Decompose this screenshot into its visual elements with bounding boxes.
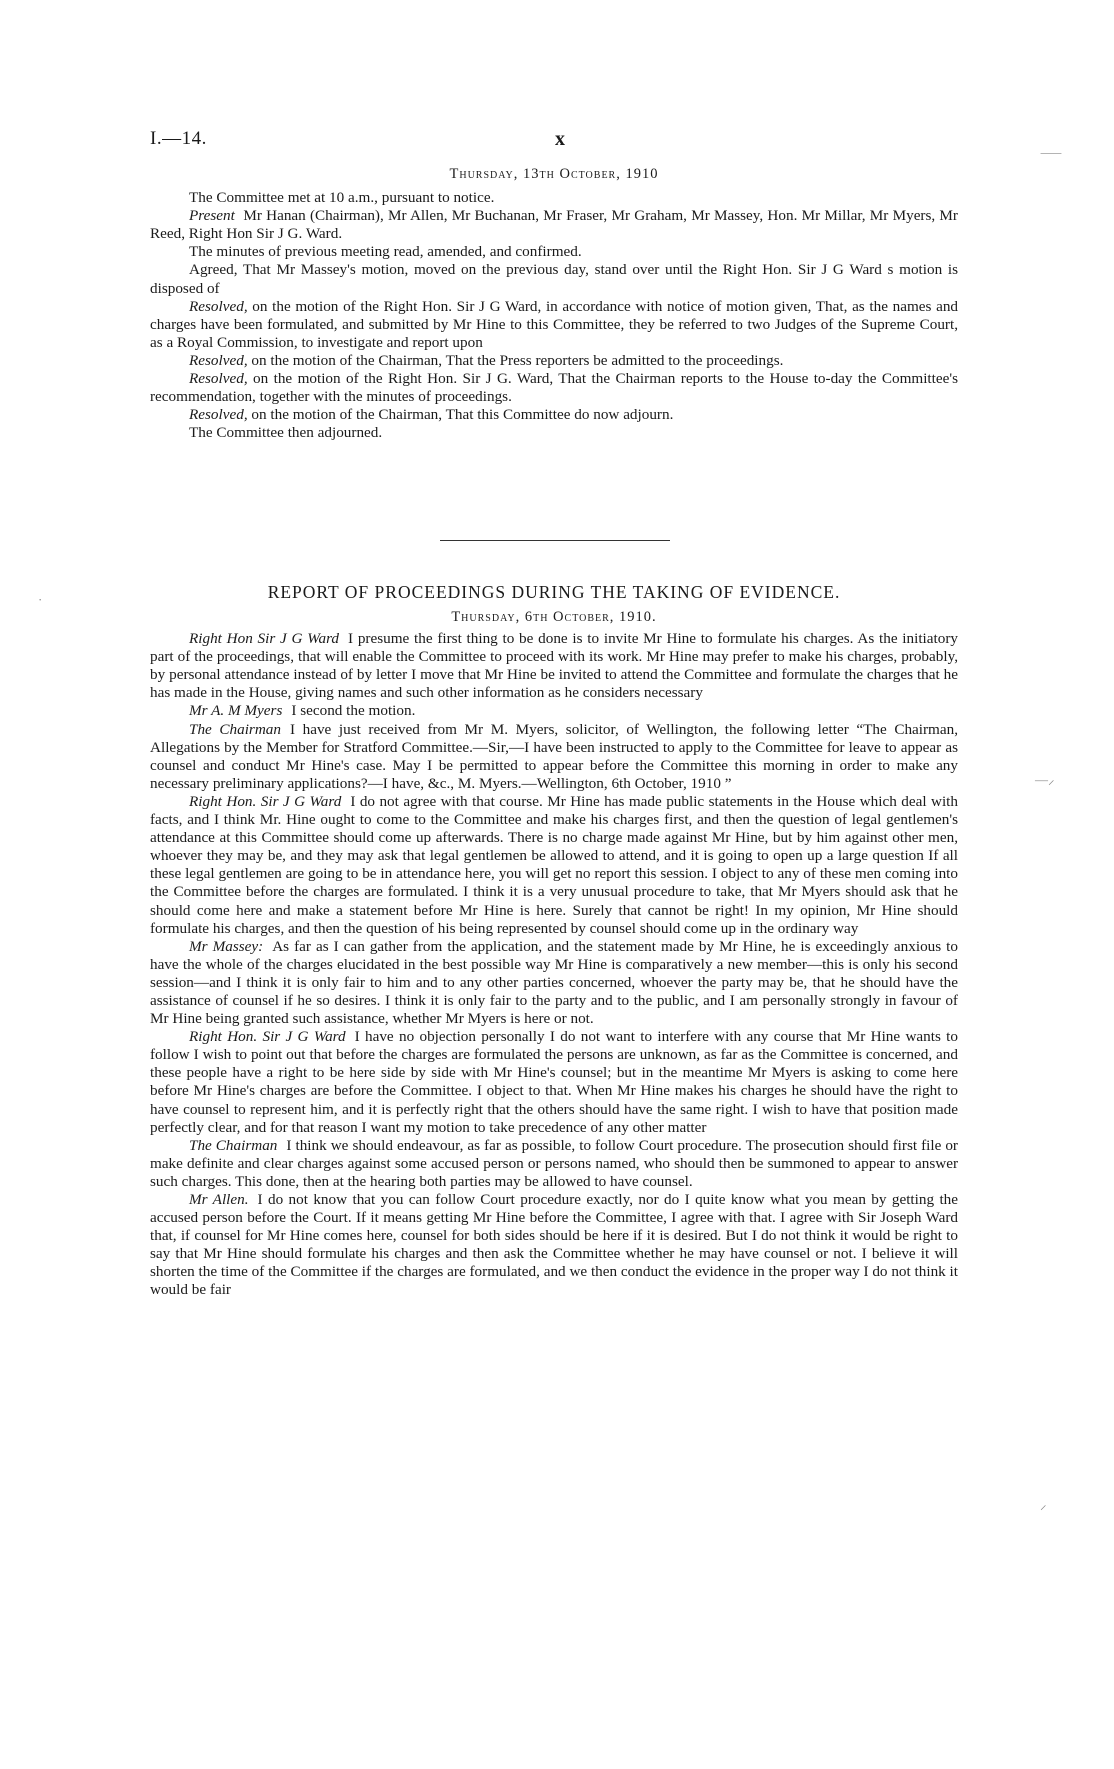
speech-paragraph [150,1137,958,1191]
margin-scan-mark: ⸝ [1040,1497,1047,1512]
page-numeral: x [555,128,565,150]
speech-paragraph [150,630,958,702]
speech-text: I do not agree with that course. Mr Hine has made public statements in the House which deal with facts, and I think Mr. Hine ought to come to the Committee and make his charges first, and then the question of legal gentlemen's attendance at this Committee should come up afterwards. There is no charge made against Mr Hine, but by him against other men, whoever they may be, and they may ask that legal gentlemen be allowed to attend, and it is going to open up a large question If all these legal gentlemen are going to be in attendance here, you will get no report this session. I object to any of these men coming into the Committee before the charges are formulated. I think it is a very unusual procedure to take, that Mr Myers should ask that he should come here and make a statement before Mr Hine is here. Surely that cannot be right! In my opinion, Mr Hine should formulate his charges, and then the question of his being represented by counsel should come up in the ordinary way [150,792,958,937]
minutes-section [150,165,958,442]
speech-text: I think we should endeavour, as far as possible, to follow Court procedure. The prosecution should first file or make definite and clear charges against some accused person or persons named, who should then be summoned to appear to answer such charges. This done, then at the hearing both parties may be allowed to have counsel. [150,1136,958,1190]
minutes-paragraph [150,207,958,243]
resolved-text: on the motion of the Chairman, That this Committee do now adjourn. [251,406,674,424]
speech-paragraph [150,793,958,938]
speaker-name: Right Hon. Sir J G Ward [189,1028,346,1046]
resolved-label: Resolved, [189,370,248,388]
minutes-paragraph [150,370,958,406]
report-date: Thursday, 6th October, 1910. [451,609,657,625]
speech-paragraph [150,721,958,793]
resolved-text: on the motion of the Chairman, That the Press reporters be admitted to the proceedings. [251,351,784,369]
present-list: Mr Hanan (Chairman), Mr Allen, Mr Buchanan, Mr Fraser, Mr Graham, Mr Massey, Hon. Mr Millar, Mr Myers, Mr Reed, Right Hon Sir J G. Ward. [150,207,958,243]
section-divider [440,540,670,541]
margin-scan-mark: · [38,592,43,607]
speech-text: I have no objection personally I do not want to interfere with any course that Mr Hine wants to follow I wish to point out that before the charges are formulated the persons are unknown, as far as the Committee is concerned, and these people have a right to be here side by side with Mr Hine's counsel; but in the meantime Mr Myers is asking to come here before Mr Hine's charges are before the Committee. I object to that. When Mr Hine makes his charges he should have the right to have counsel to represent him, and it is perfectly right that the others should have the same right. I wish to have that position made perfectly clear, and for that reason I want my motion to take precedence of any other matter [150,1028,958,1136]
resolved-text: on the motion of the Right Hon. Sir J G Ward, in accordance with notice of motion given, That, as the names and charges have been formulated, and submitted by Mr Hine to this Committee, they be referred to two Judges of the Supreme Court, as a Royal Commission, to investigate and report upon [150,297,959,351]
speech-paragraph [150,1028,958,1137]
speaker-name: Mr Allen. [189,1191,249,1208]
present-label: Present [189,207,235,225]
margin-scan-mark: —⸝ [1035,772,1055,787]
speech-paragraph [150,938,958,1028]
speaker-name: Right Hon. Sir J G Ward [189,792,342,810]
speech-paragraph [150,702,958,720]
speech-text: I second the motion. [291,702,416,720]
minutes-paragraph: The minutes of previous meeting read, amended, and confirmed. [189,243,582,261]
margin-scan-mark: ⸺ [1040,145,1062,160]
speaker-name: Mr Massey: [189,937,264,955]
resolved-text: on the motion of the Right Hon. Sir J G. Ward, That the Chairman reports to the House to-day the Committee's recommendation, together with the minutes of proceedings. [150,370,958,406]
speaker-name: The Chairman [189,720,281,738]
speech-text: I do not know that you can follow Court procedure exactly, nor do I quite know what you mean by getting the accused person before the Court. If it means getting Mr Hine before the Committee, I agree with that. I agree with Sir Joseph Ward that, if counsel for Mr Hine comes here, counsel for both sides should be here if it is desired. But I do not think it would be right to say that Mr Hine should formulate his charges and then ask the Committee whether he may have counsel or not. I believe it will shorten the time of the Committee if the charges are formulated, and we then conduct the evidence in the proper way I do not think it would be fair [150,1191,959,1299]
speaker-name: Right Hon Sir J G Ward [189,630,340,648]
resolved-label: Resolved, [189,406,248,424]
minutes-paragraph [150,298,958,352]
speech-paragraph [150,1191,958,1300]
minutes-date: Thursday, 13th October, 1910 [449,166,659,182]
speaker-name: The Chairman [189,1136,278,1154]
report-section [150,608,958,1300]
speech-text: I have just received from Mr M. Myers, solicitor, of Wellington, the following letter “The Chairman, Allegations by the Member for Stratford Committee.—Sir,—I have been instructed to apply to the Committee for leave to appear as counsel and conduct Mr Hine's case. May I be permitted to appear before the Committee this morning in order to make any necessary preliminary applications?—I have, &c., M. Myers.—Wellington, 6th October, 1910 ” [150,720,959,792]
minutes-paragraph [150,406,958,424]
minutes-paragraph: The Committee then adjourned. [189,424,383,442]
paper-number: I.—14. [150,128,207,149]
minutes-paragraph [150,352,958,370]
speech-text: I presume the first thing to be done is to invite Mr Hine to formulate his charges. As the initiatory part of the proceedings, that will enable the Committee to proceed with its work. Mr Hine may prefer to make his charges, probably, by personal attendance instead of by letter I move that Mr Hine be invited to attend the Committee and formulate the charges that he has made in the House, giving names and such other information as he considers necessary [150,630,958,702]
minutes-paragraph: Agreed, That Mr Massey's motion, moved on the previous day, stand over until the Right Hon. Sir J G Ward s motion is disposed of [150,261,958,297]
minutes-paragraph: The Committee met at 10 a.m., pursuant to notice. [189,189,495,207]
speaker-name: Mr A. M Myers [189,702,283,720]
resolved-label: Resolved, [189,351,248,369]
report-title: REPORT OF PROCEEDINGS DURING THE TAKING OF EVIDENCE. [267,582,841,602]
speech-text: As far as I can gather from the application, and the statement made by Mr Hine, he is exceedingly anxious to have the whole of the charges elucidated in the best possible way Mr Hine is comparatively a new member—this is only his second session—and I think it is only fair to him and to any other parties concerned, whoever the party may be, that he should have the assistance of counsel if he so desires. I think it is only fair to the party and to the public, and I am personally strongly in favour of Mr Hine being granted such assistance, whether Mr Myers is here or not. [150,937,958,1028]
page-header [150,128,970,158]
resolved-label: Resolved, [189,297,248,315]
